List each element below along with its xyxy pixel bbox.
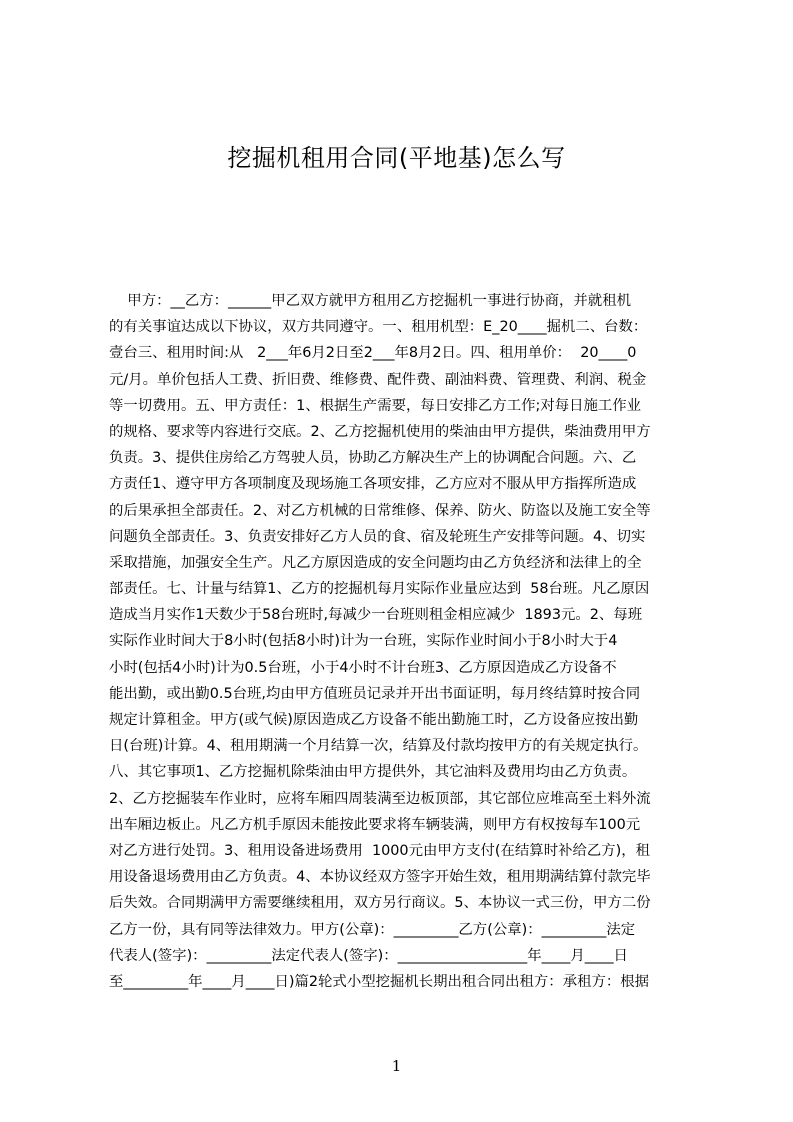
body-line: 壹台三、租用时间:从 2___年6月2日至2___年8月2日。四、租用单价： 20____0 [109, 345, 637, 362]
body-line: 八、其它事项1、乙方挖掘机除柴油由甲方提供外，其它油料及费用均由乙方负责。 [109, 764, 637, 781]
body-line: 负责。3、提供住房给乙方驾驶人员，协助乙方解决生产上的协调配合问题。六、乙 [109, 450, 637, 467]
body-line: 方责任1、遵守甲方各项制度及现场施工各项安排，乙方应对不服从甲方指挥所造成 [109, 476, 637, 493]
body-line: 部责任。七、计量与结算1、乙方的挖掘机每月实际作业量应达到 58台班。凡乙原因 [109, 581, 650, 598]
body-line: 小时(包括4小时)计为0.5台班，小于4小时不计台班3、乙方原因造成乙方设备不 [109, 659, 617, 676]
body-line: 用设备退场费用由乙方负责。4、本协议经双方签字开始生效，租用期满结算付款完毕 [109, 869, 651, 886]
body-line: 问题负全部责任。3、负责安排好乙方人员的食、宿及轮班生产安排等问题。4、切实 [109, 528, 646, 545]
body-line: 出车厢边板止。凡乙方机手原因未能按此要求将车辆装满，则甲方有权按每车100元 [109, 816, 641, 833]
body-line: 甲方：__乙方：______甲乙双方就甲方租用乙方挖掘机一事进行协商，并就租机 [109, 293, 631, 309]
body-line: 规定计算租金。甲方(或气候)原因造成乙方设备不能出勤施工时，乙方设备应按出勤 [109, 712, 639, 728]
body-line: 对乙方进行处罚。3、租用设备进场费用 1000元由甲方支付(在结算时补给乙方)，租 [109, 842, 651, 859]
body-line: 至_________年____月____日)篇2轮式小型挖掘机长期出租合同出租方：承租方：根据 [109, 973, 650, 990]
body-line: 能出勤，或出勤0.5台班,均由甲方值班员记录并开出书面证明，每月终结算时按合同 [109, 685, 641, 702]
page-number: 1 [391, 1057, 402, 1075]
body-line: 采取措施，加强安全生产。凡乙方原因造成的安全问题均由乙方负经济和法律上的全 [109, 554, 642, 571]
body-line: 后失效。合同期满甲方需要继续租用，双方另行商议。5、本协议一式三份，甲方二份 [109, 895, 651, 912]
body-line: 日(台班)计算。4、租用期满一个月结算一次，结算及付款均按甲方的有关规定执行。 [109, 738, 648, 755]
body-line: 元/月。单价包括人工费、折旧费、维修费、配件费、副油料费、管理费、利润、税金 [109, 371, 647, 388]
body-line: 的后果承担全部责任。2、对乙方机械的日常维修、保养、防火、防盗以及施工安全等 [109, 502, 651, 519]
body-line: 乙方一份，具有同等法律效力。甲方(公章)：_________乙方(公章)：_________法定 [109, 921, 636, 938]
body-line: 的有关事谊达成以下协议，双方共同遵守。一、租用机型：E_20____掘机二、台数： [109, 319, 648, 336]
document-title: 挖掘机租用合同(平地基)怎么写 [227, 144, 566, 172]
body-line: 2、乙方挖掘装车作业时，应将车厢四周装满至边板顶部，其它部位应堆高至土料外流 [109, 790, 651, 807]
body-line: 实际作业时间大于8小时(包括8小时)计为一台班，实际作业时间小于8小时大于4 [109, 633, 618, 650]
body-line: 代表人(签字)：_________法定代表人(签字)：__________________年____月____日 [109, 947, 628, 964]
body-line: 造成当月实作1天数少于58台班时,每减少一台班则租金相应减少 1893元。2、每班 [109, 607, 643, 624]
body-line: 等一切费用。五、甲方责任：1、根据生产需要，每日安排乙方工作;对每日施工作业 [109, 397, 642, 414]
document-body [109, 288, 699, 995]
body-line: 的规格、要求等内容进行交底。2、乙方挖掘机使用的柴油由甲方提供，柴油费用甲方 [109, 423, 651, 440]
